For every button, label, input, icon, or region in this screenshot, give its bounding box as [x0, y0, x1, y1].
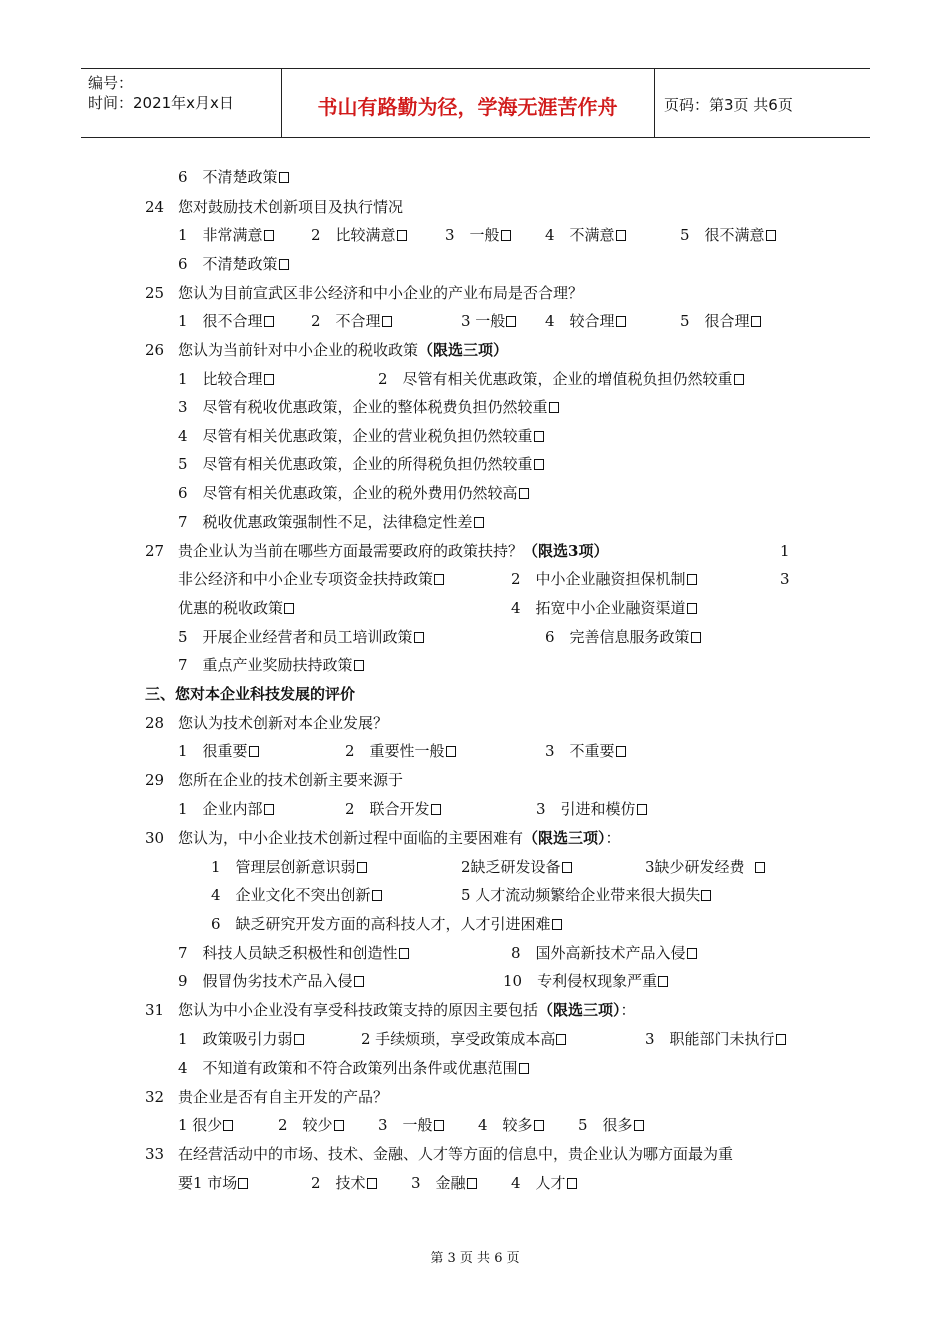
question-number: 30 [145, 829, 165, 847]
option-label: 5 人才流动频繁给企业带来很大损失 [461, 886, 701, 904]
question-text [178, 340, 508, 360]
question-text: 您所在企业的技术创新主要来源于 [178, 771, 404, 789]
option-label: 3 一般 [378, 1116, 433, 1134]
option-label: 1 很少 [178, 1116, 223, 1134]
checkbox[interactable] [549, 402, 559, 413]
option-label: 5 很不满意 [680, 226, 765, 244]
option-row [178, 454, 544, 474]
checkbox[interactable] [552, 919, 562, 930]
option-label: 3 尽管有税收优惠政策，企业的整体税费负担仍然较重 [178, 398, 548, 416]
checkbox[interactable] [357, 862, 367, 873]
checkbox[interactable] [367, 1178, 377, 1189]
option-label: 2 手续烦琐，享受政策成本高 [361, 1030, 556, 1048]
header-divider [654, 69, 655, 137]
option-label: 优惠的税收政策 [178, 599, 284, 617]
checkbox[interactable] [701, 890, 711, 901]
checkbox[interactable] [766, 230, 776, 241]
checkbox[interactable] [264, 374, 274, 385]
question-text: 您认为技术创新对本企业发展？ [178, 714, 389, 732]
option-label: 4 拓宽中小企业融资渠道 [511, 599, 686, 617]
checkbox[interactable] [382, 316, 392, 327]
checkbox[interactable] [284, 603, 294, 614]
checkbox[interactable] [238, 1178, 248, 1189]
checkbox[interactable] [751, 316, 761, 327]
selection-limit: （限选三项） [418, 341, 509, 359]
question-number: 26 [145, 341, 165, 359]
checkbox[interactable] [687, 603, 697, 614]
checkbox[interactable] [264, 804, 274, 815]
checkbox[interactable] [279, 172, 289, 183]
option-label: 5 很合理 [680, 312, 750, 330]
checkbox[interactable] [414, 632, 424, 643]
option-label: 6 尽管有相关优惠政策，企业的税外费用仍然较高 [178, 484, 518, 502]
question-number: 32 [145, 1088, 165, 1106]
option-label: 4 尽管有相关优惠政策，企业的营业税负担仍然较重 [178, 427, 533, 445]
checkbox[interactable] [294, 1034, 304, 1045]
checkbox[interactable] [474, 517, 484, 528]
question-text-main: 您认为，中小企业技术创新过程中面临的主要困难有 [178, 829, 524, 847]
checkbox[interactable] [634, 1120, 644, 1131]
checkbox[interactable] [264, 316, 274, 327]
option-label: 6 不清楚政策 [178, 255, 278, 273]
option-row [211, 914, 562, 934]
option-label: 3 引进和模仿 [536, 800, 636, 818]
checkbox[interactable] [534, 1120, 544, 1131]
checkbox[interactable] [501, 230, 511, 241]
checkbox[interactable] [687, 948, 697, 959]
question-text-main: 贵企业认为当前在哪些方面最需要政府的政策扶持？ [178, 542, 524, 560]
question-text [178, 1000, 636, 1020]
checkbox[interactable] [616, 230, 626, 241]
option-label: 5 尽管有相关优惠政策，企业的所得税负担仍然较重 [178, 455, 533, 473]
checkbox[interactable] [691, 632, 701, 643]
checkbox[interactable] [279, 259, 289, 270]
selection-limit: （限选三项） [523, 829, 606, 847]
checkbox[interactable] [687, 574, 697, 585]
option-label: 6 不清楚政策 [178, 168, 278, 186]
option-label: 1 非常满意 [178, 226, 263, 244]
option-label: 3 不重要 [545, 742, 615, 760]
option-label: 3缺少研发经费 [645, 858, 745, 876]
option-label: 4 不满意 [545, 226, 615, 244]
option-label: 6 完善信息服务政策 [545, 628, 690, 646]
question-text [178, 828, 621, 848]
option-label: 4 较合理 [545, 312, 615, 330]
option-label: 2 联合开发 [345, 800, 430, 818]
option-row [178, 1058, 529, 1078]
checkbox[interactable] [434, 1120, 444, 1131]
checkbox[interactable] [616, 746, 626, 757]
selection-limit: （限选3项） [523, 542, 609, 560]
question-number: 28 [145, 714, 165, 732]
page-footer: 第 3 页 共 6 页 [430, 1251, 520, 1266]
option-label: 7 重点产业奖励扶持政策 [178, 656, 353, 674]
option-label: 8 国外高新技术产品入侵 [511, 944, 686, 962]
option-label: 1 很重要 [178, 742, 248, 760]
option-label: 1 比较合理 [178, 370, 263, 388]
option-label: 3 一般 [445, 226, 500, 244]
option-label: 5 开展企业经营者和员工培训政策 [178, 628, 413, 646]
question-number: 27 [145, 542, 165, 560]
option-label: 2 不合理 [311, 312, 381, 330]
question-text-tail: ： [605, 829, 621, 847]
option-number: 1 [780, 542, 790, 560]
checkbox[interactable] [734, 374, 744, 385]
checkbox[interactable] [334, 1120, 344, 1131]
document-code-label: 编号： [88, 74, 134, 92]
question-number: 29 [145, 771, 165, 789]
option-label: 7 科技人员缺乏积极性和创造性 [178, 944, 398, 962]
checkbox[interactable] [658, 976, 668, 987]
option-row [178, 167, 289, 187]
checkbox[interactable] [562, 862, 572, 873]
option-label: 3 职能部门未执行 [645, 1030, 775, 1048]
checkbox[interactable] [519, 1063, 529, 1074]
section-title: 三、您对本企业科技发展的评价 [145, 685, 356, 703]
option-row [178, 655, 364, 675]
option-label: 3 一般 [461, 312, 506, 330]
checkbox[interactable] [616, 316, 626, 327]
checkbox[interactable] [397, 230, 407, 241]
checkbox[interactable] [556, 1034, 566, 1045]
checkbox[interactable] [223, 1120, 233, 1131]
document-date-label: 时间：2021年x月x日 [88, 94, 234, 112]
header-page-label: 页码：第3页 共6页 [664, 96, 793, 114]
question-text: 您认为目前宣武区非公经济和中小企业的产业布局是否合理？ [178, 284, 584, 302]
option-row [178, 397, 559, 417]
option-label: 2 重要性一般 [345, 742, 445, 760]
option-label: 7 税收优惠政策强制性不足，法律稳定性差 [178, 513, 473, 531]
option-label: 10 专利侵权现象严重 [503, 972, 658, 990]
option-label: 6 缺乏研究开发方面的高科技人才，人才引进困难 [211, 915, 551, 933]
option-label: 4 企业文化不突出创新 [211, 886, 371, 904]
option-label: 要1 市场 [178, 1174, 238, 1192]
question-text: 贵企业是否有自主开发的产品？ [178, 1088, 389, 1106]
option-label: 2 尽管有相关优惠政策，企业的增值税负担仍然较重 [378, 370, 733, 388]
question-text: 您对鼓励技术创新项目及执行情况 [178, 198, 404, 216]
option-row [178, 254, 289, 274]
option-label: 4 人才 [511, 1174, 566, 1192]
option-label: 2 技术 [311, 1174, 366, 1192]
question-text-main: 您认为当前针对中小企业的税收政策 [178, 341, 419, 359]
option-label: 1 很不合理 [178, 312, 263, 330]
option-row [178, 483, 529, 503]
checkbox[interactable] [755, 862, 765, 873]
option-label: 2 比较满意 [311, 226, 396, 244]
option-label: 9 假冒伪劣技术产品入侵 [178, 972, 353, 990]
checkbox[interactable] [434, 574, 444, 585]
checkbox[interactable] [249, 746, 259, 757]
checkbox[interactable] [519, 488, 529, 499]
option-label: 1 企业内部 [178, 800, 263, 818]
option-label: 1 政策吸引力弱 [178, 1030, 293, 1048]
checkbox[interactable] [534, 459, 544, 470]
option-label: 1 管理层创新意识弱 [211, 858, 356, 876]
checkbox[interactable] [354, 660, 364, 671]
checkbox[interactable] [637, 804, 647, 815]
checkbox[interactable] [534, 431, 544, 442]
question-row [145, 197, 164, 217]
checkbox[interactable] [399, 948, 409, 959]
option-label: 2 中小企业融资担保机制 [511, 570, 686, 588]
checkbox[interactable] [446, 746, 456, 757]
question-number: 31 [145, 1001, 165, 1019]
option-label: 非公经济和中小企业专项资金扶持政策 [178, 570, 434, 588]
checkbox[interactable] [372, 890, 382, 901]
option-row [178, 426, 544, 446]
question-text: 在经营活动中的市场、技术、金融、人才等方面的信息中，贵企业认为哪方面最为重 [178, 1145, 734, 1163]
checkbox[interactable] [431, 804, 441, 815]
checkbox[interactable] [467, 1178, 477, 1189]
option-label: 4 不知道有政策和不符合政策列出条件或优惠范围 [178, 1059, 518, 1077]
option-label: 3 金融 [411, 1174, 466, 1192]
option-label: 4 较多 [478, 1116, 533, 1134]
question-text-main: 您认为中小企业没有享受科技政策支持的原因主要包括 [178, 1001, 539, 1019]
question-number: 24 [145, 198, 165, 216]
question-text [178, 541, 608, 561]
checkbox[interactable] [567, 1178, 577, 1189]
page-header [81, 68, 870, 138]
selection-limit: （限选三项） [538, 1001, 621, 1019]
checkbox[interactable] [354, 976, 364, 987]
question-text-tail: ： [620, 1001, 636, 1019]
checkbox[interactable] [506, 316, 516, 327]
option-row [178, 512, 484, 532]
header-motto: 书山有路勤为径，学海无涯苦作舟 [317, 95, 618, 119]
option-label: 5 很多 [578, 1116, 633, 1134]
option-number: 3 [780, 570, 790, 588]
option-label: 2缺乏研发设备 [461, 858, 561, 876]
question-number: 25 [145, 284, 165, 302]
question-number: 33 [145, 1145, 165, 1163]
option-label: 2 较少 [278, 1116, 333, 1134]
checkbox[interactable] [264, 230, 274, 241]
checkbox[interactable] [776, 1034, 786, 1045]
